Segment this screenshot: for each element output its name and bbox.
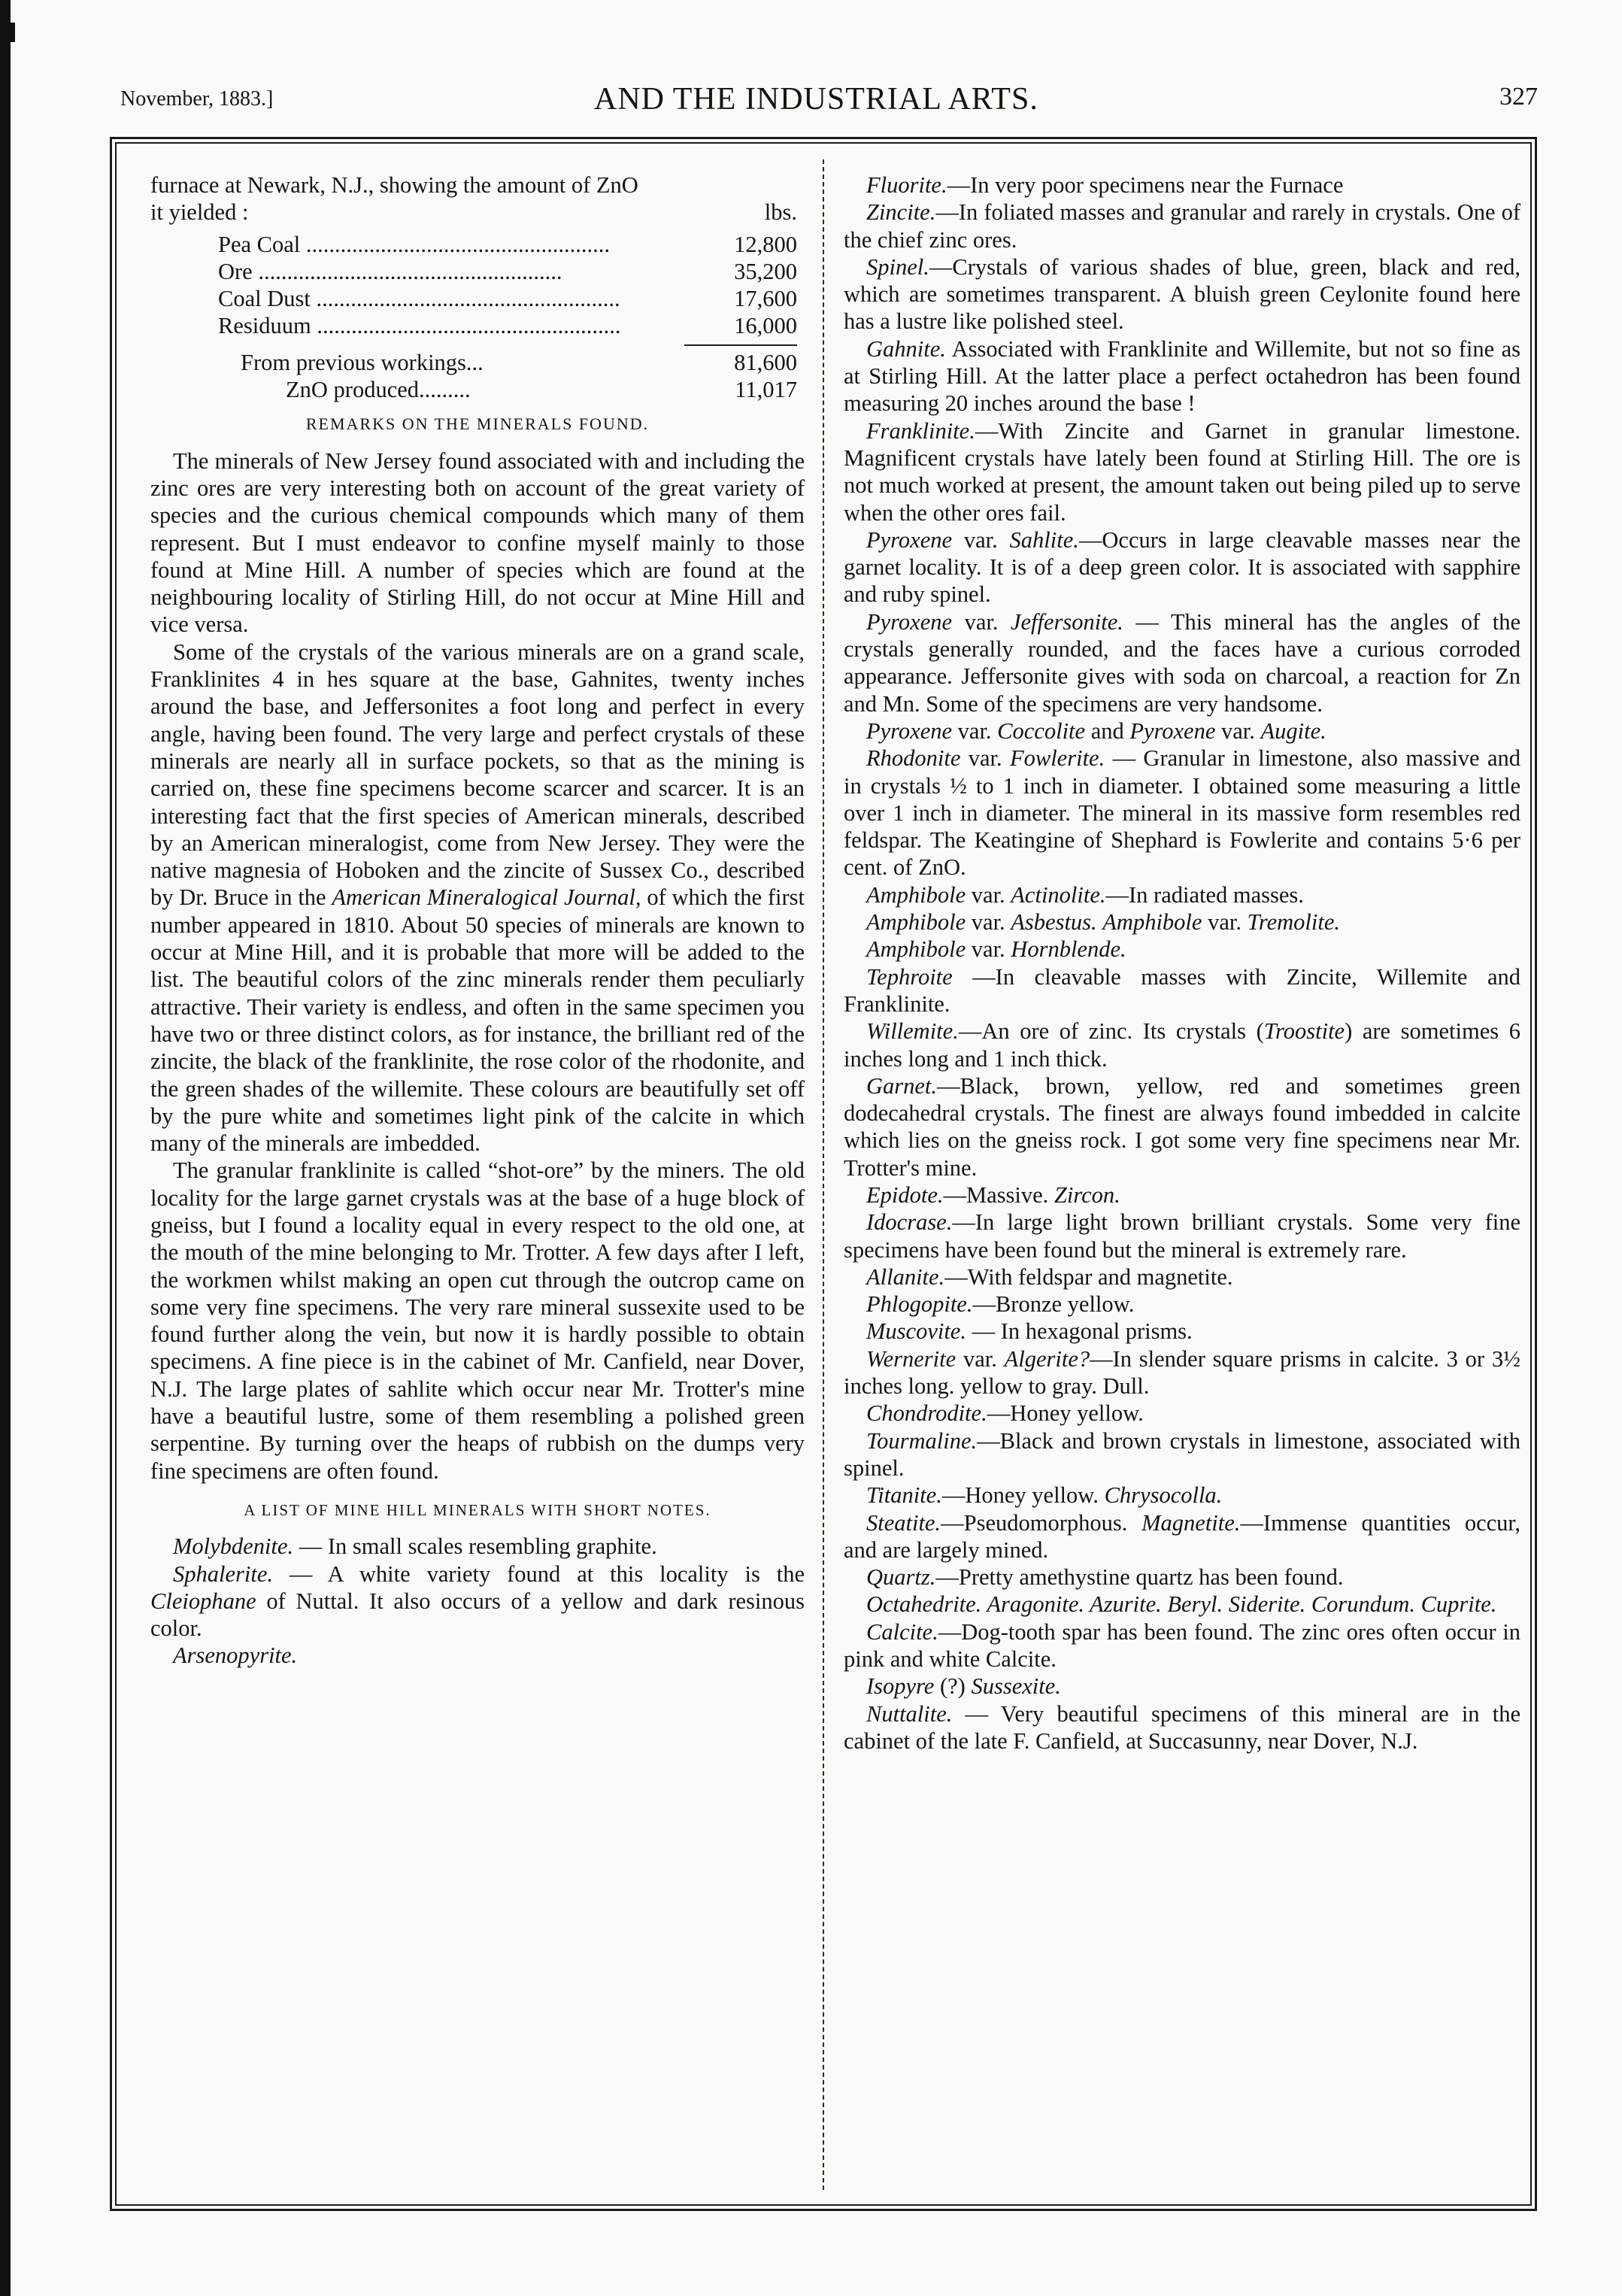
mineral-entry: Quartz.—Pretty amethystine quartz has been found. bbox=[866, 1564, 1344, 1591]
mineral-entry: Phlogopite.—Bronze yellow. bbox=[866, 1291, 1135, 1318]
mineral-entry: Pyroxene var. Jeffersonite. — This mineral has the angles of the crystals generally rounded, and the faces have a curious corroded appearance. Jeffersonite gives with soda on charcoal, a reaction for Zn and Mn. Some of the specimens are very handsome. bbox=[844, 608, 1520, 717]
mineral-entry: Willemite.—An ore of zinc. Its crystals (Troostite) are sometimes 6 inches long and 1 inch thick. bbox=[844, 1018, 1520, 1072]
column-divider bbox=[823, 159, 824, 2190]
mineral-entry: Pyroxene var. Coccolite and Pyroxene var. Augite. bbox=[866, 717, 1326, 744]
mineral-entry: Wernerite var. Algerite?—In slender square prisms in calcite. 3 or 3½ inches long. yellow to gray. Dull. bbox=[844, 1345, 1520, 1400]
scan-notch bbox=[11, 23, 15, 42]
mineral-entry: Tourmaline.—Black and brown crystals in limestone, associated with spinel. bbox=[844, 1427, 1520, 1481]
scan-edge bbox=[0, 0, 11, 2296]
intro-line-2: it yielded : bbox=[150, 199, 249, 226]
intro-line: furnace at Newark, N.J., showing the amount of ZnO bbox=[150, 172, 638, 198]
mineral-entry: Sphalerite. — A white variety found at this locality is the Cleiophane of Nuttal. It also occurs of a yellow and dark resinous color. bbox=[150, 1560, 805, 1642]
page-number: 327 bbox=[1499, 83, 1538, 111]
table-row: Pea Coal ..... 12,800 bbox=[150, 231, 805, 258]
mineral-entry: Octahedrite. Aragonite. Azurite. Beryl. Siderite. Corundum. Cuprite. bbox=[866, 1591, 1497, 1618]
mineral-entry: Tephroite —In cleavable masses with Zincite, Willemite and Franklinite. bbox=[844, 963, 1520, 1017]
mineral-entry: Spinel.—Crystals of various shades of blue, green, black and red, which are sometimes transparent. A bluish green Ceylonite found here has a lustre like polished steel. bbox=[844, 253, 1520, 335]
sum-rule bbox=[684, 344, 797, 346]
table-row: Coal Dust ..... 17,600 bbox=[150, 285, 805, 312]
mineral-entry: Gahnite. Associated with Franklinite and Willemite, but not so fine as at Stirling Hill. At the latter place a perfect octahedron has been found measuring 20 inches around the base ! bbox=[844, 335, 1520, 417]
mineral-entry: Muscovite. — In hexagonal prisms. bbox=[866, 1318, 1193, 1345]
table-row: ZnO produced......... 11,017 bbox=[286, 377, 797, 403]
mineral-entry: Molybdenite. — In small scales resembling graphite. bbox=[173, 1533, 657, 1560]
mineral-entry: Nuttalite. — Very beautiful specimens of this mineral are in the cabinet of the late F. Canfield, at Succasunny, near Dover, N.J. bbox=[844, 1700, 1520, 1754]
left-column bbox=[150, 171, 805, 1670]
section-heading: A LIST OF MINE HILL MINERALS WITH SHORT NOTES. bbox=[244, 1500, 711, 1519]
mineral-entry: Amphibole var. Actinolite.—In radiated masses. bbox=[866, 881, 1304, 908]
issue-date: November, 1883.] bbox=[120, 87, 274, 111]
mineral-entry: Fluorite.—In very poor specimens near the Furnace bbox=[866, 172, 1344, 198]
mineral-entry: Zincite.—In foliated masses and granular and rarely in crystals. One of the chief zinc ores. bbox=[844, 199, 1520, 253]
unit-label: lbs. bbox=[764, 199, 797, 226]
table-row: Residuum ..... 16,000 bbox=[150, 312, 805, 339]
table-row: Ore ..... 35,200 bbox=[150, 258, 805, 285]
mineral-entry: Franklinite.—With Zincite and Garnet in granular limestone. Magnificent crystals have lately been found at Stirling Hill. The ore is not much worked at present, the amount taken out being piled up to serve when the other ores fail. bbox=[844, 417, 1520, 526]
table-header bbox=[150, 199, 805, 226]
paragraph: The granular franklinite is called “shot-ore” by the miners. The old locality for the large garnet crystals was at the base of a huge block of gneiss, but I found a locality equal in every respect to the old one, at the mouth of the mine belonging to Mr. Trotter. A few days after I left, the workmen whilst making an open cut through the outcrop came on some very fine specimens. The very rare mineral sussexite used to be found further along the vein, but now it is hardly possible to obtain specimens. A fine piece is in the cabinet of Mr. Canfield, near Dover, N.J. The large plates of sahlite which occur near Mr. Trotter's mine have a beautiful lustre, some of them resembling a polished green serpentine. By turning over the heaps of rubbish on the dumps very fine specimens are often found. bbox=[150, 1157, 805, 1484]
yield-table bbox=[150, 231, 805, 404]
mineral-entry: Epidote.—Massive. Zircon. bbox=[866, 1181, 1120, 1208]
mineral-entry: Amphibole var. Hornblende. bbox=[866, 936, 1126, 963]
right-column bbox=[844, 171, 1520, 1755]
mineral-entry: Steatite.—Pseudomorphous. Magnetite.—Immense quantities occur, and are largely mined. bbox=[844, 1509, 1520, 1563]
mineral-entry: Chondrodite.—Honey yellow. bbox=[866, 1400, 1144, 1427]
mineral-entry: Idocrase.—In large light brown brilliant crystals. Some very fine specimens have been found but the mineral is extremely rare. bbox=[844, 1209, 1520, 1263]
mineral-entry: Arsenopyrite. bbox=[173, 1642, 298, 1669]
paragraph: Some of the crystals of the various minerals are on a grand scale, Franklinites 4 in hes square at the base, Gahnites, twenty inches around the base, and Jeffersonites a foot long and perfect in every angle, having been found. The very large and perfect crystals of these minerals are nearly all in surface pockets, so that as the mining is carried on, these fine specimens become scarcer and scarcer. It is an interesting fact that the first species of American minerals, described by an American mineralogist, come from New Jersey. They were the native magnesia of Hoboken and the zincite of Sussex Co., described by Dr. Bruce in the American Mineralogical Journal, of which the first number appeared in 1810. About 50 species of minerals are known to occur at Mine Hill, and it is probable that more will be added to the list. The beautiful colors of the zinc minerals render them peculiarly attractive. Their variety is endless, and often in the same specimen you have two or three distinct colors, as for instance, the brilliant red of the zincite, the black of the franklinite, the rose color of the rhodonite, and the green shades of the willemite. These colours are beautifully set off by the pure white and sometimes light pink of the calcite in which many of the minerals are imbedded. bbox=[150, 638, 805, 1157]
mineral-entry: Calcite.—Dog-tooth spar has been found. The zinc ores often occur in pink and white Calcite. bbox=[844, 1618, 1520, 1673]
mineral-entry: Garnet.—Black, brown, yellow, red and sometimes green dodecahedral crystals. The finest are always found imbedded in calcite which lies on the gneiss rock. I got some very fine specimens near Mr. Trotter's mine. bbox=[844, 1072, 1520, 1181]
paragraph: The minerals of New Jersey found associated with and including the zinc ores are very interesting both on account of the great variety of species and the curious chemical compounds which many of them represent. But I must endeavor to confine myself mainly to those found at Mine Hill. A number of species which are found at the neighbouring locality of Stirling Hill, do not occur at Mine Hill and vice versa. bbox=[150, 447, 805, 638]
table-row: From previous workings... 81,600 bbox=[241, 349, 797, 375]
mineral-entry: Allanite.—With feldspar and magnetite. bbox=[866, 1263, 1233, 1290]
running-title: AND THE INDUSTRIAL ARTS. bbox=[594, 82, 1038, 117]
mineral-entry: Titanite.—Honey yellow. Chrysocolla. bbox=[866, 1482, 1223, 1509]
mineral-entry: Rhodonite var. Fowlerite. — Granular in limestone, also massive and in crystals ½ to 1 inch in diameter. I obtained some measuring a little over 1 inch in diameter. The mineral in its massive form resembles red feldspar. The Keatingine of Shephard is Fowlerite and contains 5·6 per cent. of ZnO. bbox=[844, 745, 1520, 881]
mineral-entry: Isopyre (?) Sussexite. bbox=[866, 1673, 1061, 1700]
page-header bbox=[0, 81, 1622, 126]
section-heading: REMARKS ON THE MINERALS FOUND. bbox=[305, 414, 650, 434]
mineral-entry: Pyroxene var. Sahlite.—Occurs in large cleavable masses near the garnet locality. It is of a deep green color. It is associated with sapphire and ruby spinel. bbox=[844, 526, 1520, 608]
mineral-entry: Amphibole var. Asbestus. Amphibole var. Tremolite. bbox=[866, 909, 1341, 936]
